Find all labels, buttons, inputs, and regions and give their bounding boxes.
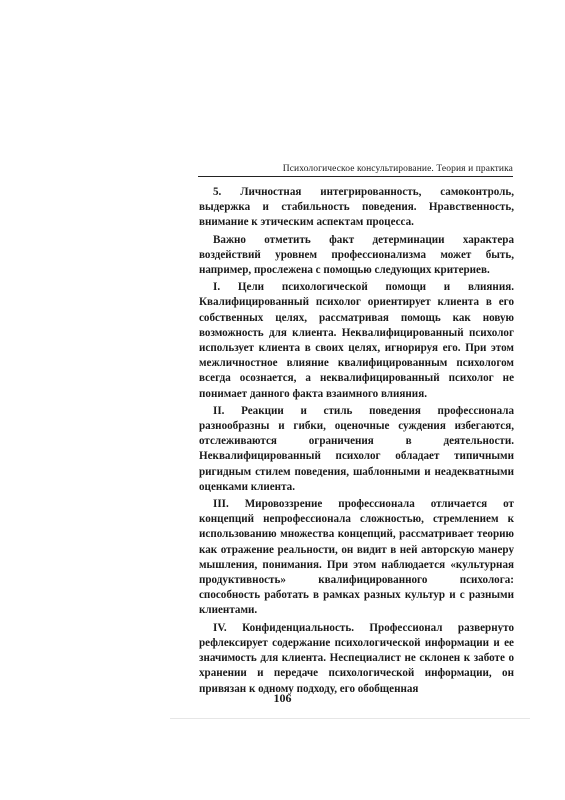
page-body xyxy=(199,185,514,699)
page-number: 106 xyxy=(273,691,292,705)
paragraph: I. Цели психологической помощи и влияния. Квалифицированный психолог ориентирует клиента в его собственных целях, рассматривая помощь как новую возможность для клиента. Неквалифицированный психолог использует клиента в своих целях, игнорируя его. При этом межличностное влияние квалифицированным психологом всегда осознается, а неквалифицированный психолог не понимает данного факта взаимного влияния. xyxy=(199,281,514,400)
paragraph: III. Мировоззрение профессионала отличается от концепций непрофессионала сложностью, стремлением к использованию множества концепций, рассматривает теорию как отражение реальности, он видит в ней авторскую манеру мышления, понимания. При этом наблюдается «культурная продуктивность» квалифицированного психолога: способность работать в рамках разных культур и с разными клиентами. xyxy=(199,498,514,617)
paragraph: IV. Конфиденциальность. Профессионал развернуто рефлексирует содержание психологической информации и ее значимость для клиента. Неспециалист не склонен к заботе о хранении и передаче психологической информации, он привязан к одному подходу, его обобщенная xyxy=(199,621,514,695)
running-header: Психологическое консультирование. Теория и практика xyxy=(282,164,513,174)
paragraph: Важно отметить факт детерминации характера воздействий уровнем профессионализма может быть, например, прослежена с помощью следующих критериев. xyxy=(199,233,514,277)
scan-edge-line xyxy=(170,718,530,719)
header-divider xyxy=(198,176,513,177)
paragraph: 5. Личностная интегрированность, самоконтроль, выдержка и стабильность поведения. Нравственность, внимание к этическим аспектам процесса. xyxy=(199,186,514,229)
paragraph: II. Реакции и стиль поведения профессионала разнообразны и гибки, оценочные суждения избегаются, отслеживаются ограничения в деятельности. Неквалифицированный психолог обладает типичными ригидным стилем поведения, шаблонными и неадекватными оценками клиента. xyxy=(199,404,514,493)
